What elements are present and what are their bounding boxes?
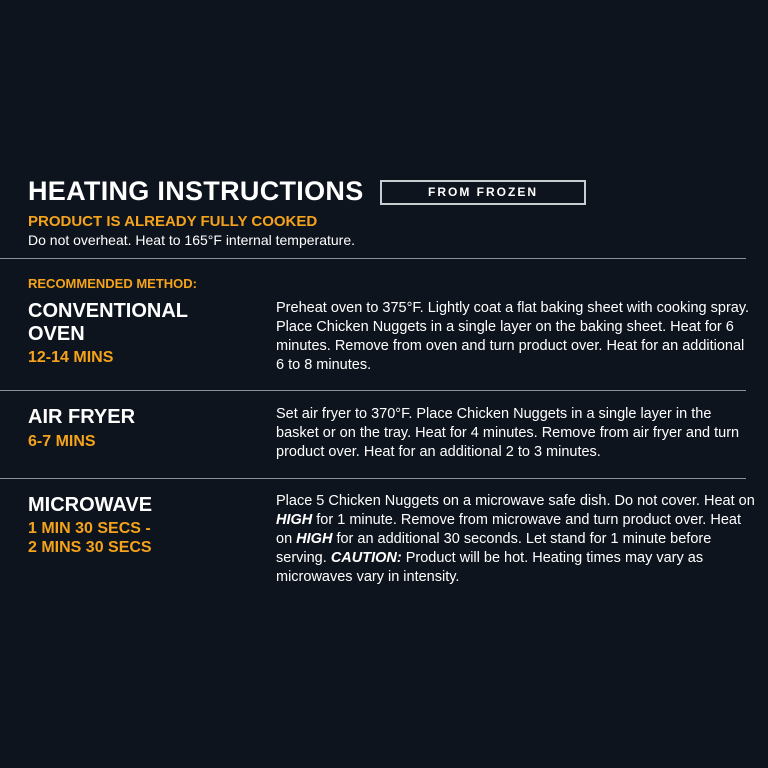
caution-emphasis: CAUTION:	[330, 550, 402, 566]
method-microwave-time	[28, 519, 152, 557]
temperature-warning: Do not overheat. Heat to 165°F internal temperature.	[28, 232, 356, 248]
microwave-desc-part2: for 1 minute. Remove from microwave and turn product over. Heat on	[276, 512, 741, 547]
from-frozen-badge: FROM FROZEN	[380, 180, 586, 205]
method-microwave-desc	[276, 492, 756, 587]
method-airfryer-time: 6-7 MINS	[28, 433, 96, 450]
method-microwave-time-line1: 1 MIN 30 SECS -	[28, 520, 151, 537]
method-oven-name-line1: CONVENTIONAL	[28, 300, 188, 322]
method-oven-name	[28, 300, 188, 346]
page-title: HEATING INSTRUCTIONS	[28, 176, 364, 206]
high-emphasis: HIGH	[296, 531, 333, 547]
microwave-desc-part4: Product will be hot. Heating times may vary as microwaves vary in intensity.	[276, 550, 704, 585]
method-microwave-time-line2: 2 MINS 30 SECS	[28, 539, 152, 556]
divider	[0, 258, 746, 259]
high-emphasis: HIGH	[276, 512, 313, 528]
method-airfryer-name: AIR FRYER	[28, 406, 136, 428]
method-microwave-name: MICROWAVE	[28, 494, 153, 516]
method-oven-name-line2: OVEN	[28, 323, 85, 345]
recommended-method-label: RECOMMENDED METHOD:	[28, 276, 197, 291]
fully-cooked-note: PRODUCT IS ALREADY FULLY COOKED	[28, 213, 318, 230]
divider	[0, 478, 746, 479]
method-oven-desc: Preheat oven to 375°F. Lightly coat a flat baking sheet with cooking spray. Place Chicken Nuggets in a single layer on the baking sheet. Heat for 6 minutes. Remove from oven and turn product over. Heat for an additional 6 to 8 minutes.	[276, 300, 750, 373]
method-oven-time: 12-14 MINS	[28, 349, 114, 366]
method-airfryer-desc: Set air fryer to 370°F. Place Chicken Nuggets in a single layer in the basket or on the tray. Heat for 4 minutes. Remove from air fryer and turn product over. Heat for an additional 2 to 3 minutes.	[276, 406, 740, 460]
microwave-desc-part1: Place 5 Chicken Nuggets on a microwave safe dish. Do not cover. Heat on	[276, 493, 755, 509]
divider	[0, 390, 746, 391]
microwave-desc-part3: for an additional 30 seconds. Let stand for 1 minute before serving.	[276, 531, 712, 566]
